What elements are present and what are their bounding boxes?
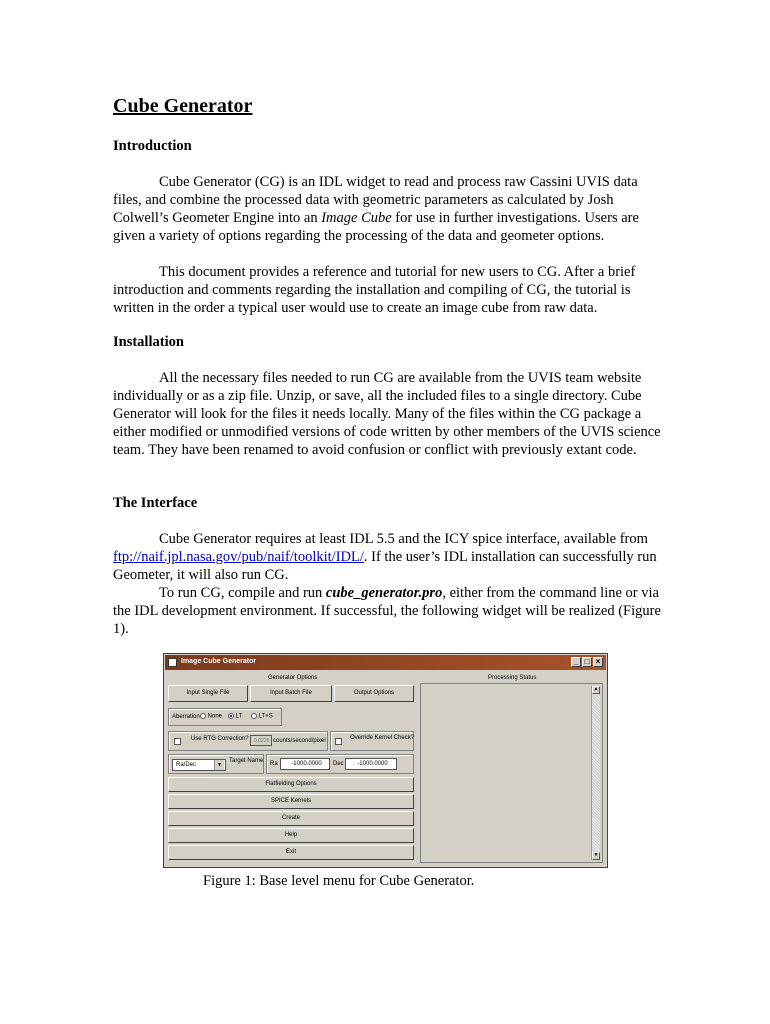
aberration-label: Aberration bbox=[172, 714, 200, 720]
iface-p1-tail: . If the user’s IDL installation can successfully run Geometer, it will also run CG. bbox=[113, 549, 657, 583]
status-scrollbar[interactable] bbox=[591, 686, 600, 860]
section-heading-installation: Installation bbox=[113, 334, 184, 350]
input-single-file-button[interactable]: Input Single File bbox=[168, 685, 248, 702]
create-button[interactable]: Create bbox=[168, 811, 414, 826]
dec-label: Dec bbox=[333, 761, 344, 767]
aberration-none-radio[interactable]: None bbox=[200, 713, 222, 720]
code-filename: cube_generator.pro bbox=[325, 585, 443, 601]
intro-paragraph-2 bbox=[113, 263, 661, 317]
dec-input[interactable]: -1000.0000 bbox=[345, 758, 397, 770]
aberration-lt-radio[interactable]: LT bbox=[228, 713, 242, 720]
input-batch-file-button[interactable]: Input Batch File bbox=[250, 685, 332, 702]
target-group bbox=[168, 754, 264, 774]
interface-paragraph-2 bbox=[113, 584, 661, 638]
iface-p2-tail: , either from the command line or via the IDL development environment. If successful, the following widget will be realized (Figure 1). bbox=[113, 585, 661, 637]
install-paragraph bbox=[113, 369, 661, 459]
rtg-units-label: counts/second/pixel bbox=[273, 738, 326, 744]
intro-p1-tail: for use in further investigations. Users are given a variety of options regarding the processing of the data and geometer options. bbox=[113, 210, 639, 244]
override-kernel-label: Override Kernel Check? bbox=[350, 735, 415, 741]
minimize-icon[interactable]: _ bbox=[571, 657, 581, 667]
coord-system-value: Ra/Dec bbox=[176, 762, 197, 768]
coord-system-select[interactable] bbox=[172, 759, 226, 771]
page-title: Cube Generator bbox=[113, 95, 253, 117]
interface-paragraph-1 bbox=[113, 530, 661, 584]
section-heading-introduction: Introduction bbox=[113, 138, 192, 154]
naif-ftp-link[interactable]: ftp://naif.jpl.nasa.gov/pub/naif/toolkit/IDL/ bbox=[113, 549, 364, 565]
section-heading-interface: The Interface bbox=[113, 495, 198, 511]
target-name-label: Target Name bbox=[229, 758, 264, 764]
processing-status-panel bbox=[420, 683, 603, 863]
iface-p1-head: Cube Generator requires at least IDL 5.5 and the ICY spice interface, available from bbox=[159, 531, 648, 547]
help-button[interactable]: Help bbox=[168, 828, 414, 843]
close-icon[interactable]: × bbox=[593, 657, 603, 667]
exit-button[interactable]: Exit bbox=[168, 845, 414, 860]
rtg-correction-group bbox=[168, 731, 328, 751]
processing-status-label: Processing Status bbox=[488, 675, 537, 681]
override-kernel-group bbox=[330, 731, 414, 751]
window-titlebar bbox=[165, 655, 606, 670]
scroll-down-icon[interactable]: ▼ bbox=[593, 853, 599, 858]
window-title: Image Cube Generator bbox=[181, 658, 257, 665]
spice-kernels-button[interactable]: SPICE Kernels bbox=[168, 794, 414, 809]
override-kernel-checkbox[interactable] bbox=[335, 738, 342, 745]
radec-group bbox=[266, 754, 414, 774]
ra-label: Ra bbox=[270, 761, 278, 767]
intro-paragraph-1 bbox=[113, 173, 661, 245]
figure-caption: Figure 1: Base level menu for Cube Generator. bbox=[203, 873, 475, 889]
iface-p2-head: To run CG, compile and run bbox=[159, 585, 326, 601]
output-options-button[interactable]: Output Options bbox=[334, 685, 414, 702]
maximize-icon[interactable]: □ bbox=[582, 657, 592, 667]
aberration-group bbox=[168, 708, 282, 726]
install-p1-text: All the necessary files needed to run CG are available from the UVIS team website individually or as a zip file. Unzip, or save, all the included files to a single directory. Cube Generator will look for the files it needs locally. Many of the files within the CG package a either modified or unmodified versions of code written by other members of the UVIS science team. They have been renamed to avoid confusion or conflict with previously extant code. bbox=[113, 370, 661, 458]
rtg-value-field[interactable]: 0.0228 bbox=[250, 735, 272, 746]
rtg-correction-label: Use RTG Correction? bbox=[191, 736, 249, 742]
ra-input[interactable]: -1000.0000 bbox=[280, 758, 330, 770]
app-icon bbox=[168, 658, 177, 667]
intro-p1-emphasis: Image Cube bbox=[321, 210, 392, 226]
chevron-down-icon[interactable]: ▼ bbox=[214, 760, 224, 770]
generator-options-label: Generator Options bbox=[268, 675, 318, 681]
aberration-lts-radio[interactable]: LT+S bbox=[251, 713, 273, 720]
intro-p1-text: Cube Generator (CG) is an IDL widget to read and process raw Cassini UVIS data files, and combine the processed data with geometric parameters as calculated by Josh Colwell’s Geometer Engine into an bbox=[113, 174, 638, 226]
flatfielding-options-button[interactable]: Flatfielding Options bbox=[168, 777, 414, 792]
intro-p2-text: This document provides a reference and tutorial for new users to CG. After a brief introduction and comments regarding the installation and compiling of CG, the tutorial is written in the order a typical user would use to create an image cube from raw data. bbox=[113, 264, 636, 316]
scroll-up-icon[interactable]: ▲ bbox=[593, 687, 599, 692]
rtg-correction-checkbox[interactable] bbox=[174, 738, 181, 745]
